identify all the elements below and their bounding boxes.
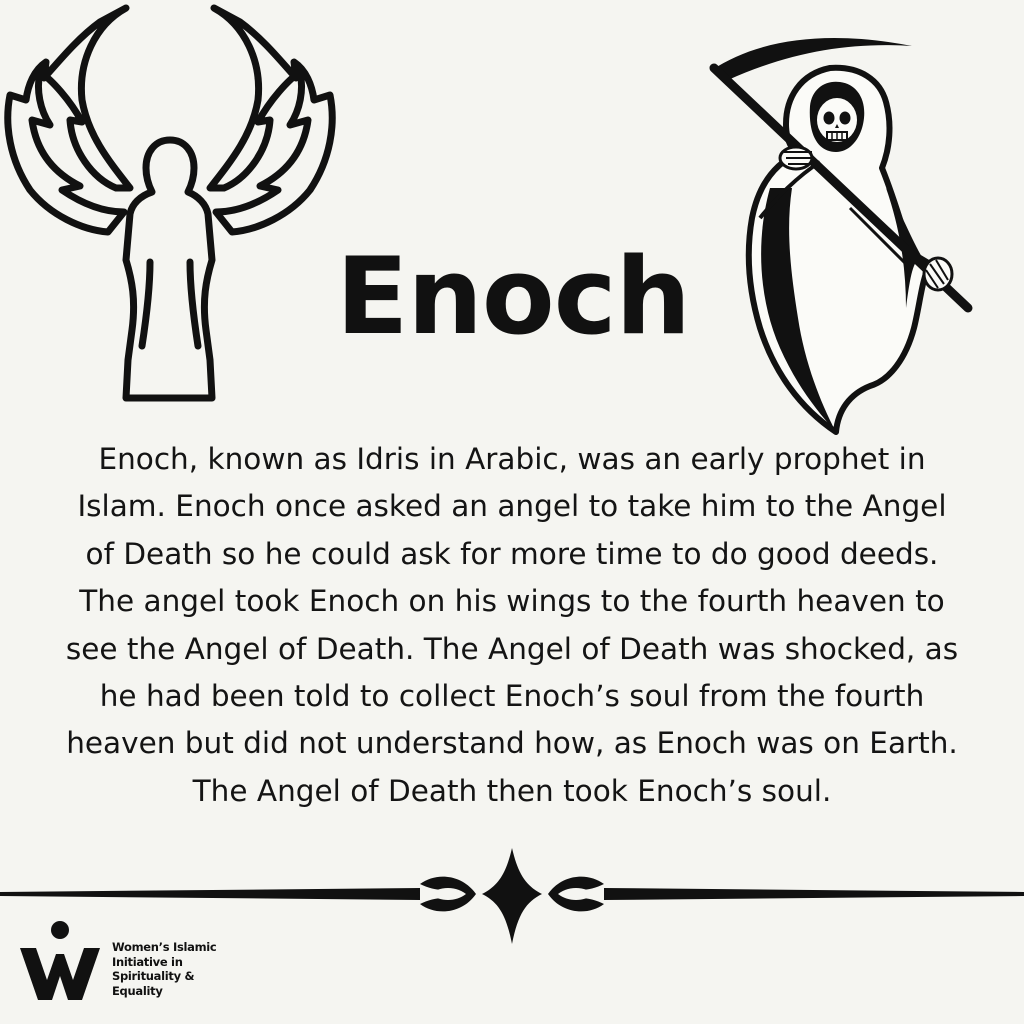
organization-name: Women’s Islamic Initiative in Spirituality & Equality (112, 940, 217, 998)
page-title: Enoch (336, 235, 690, 358)
winged-angel-icon (0, 0, 340, 410)
story-text: Enoch, known as Idris in Arabic, was an early prophet in Islam. Enoch once asked an angel to take him to the Angel of Death so he could ask for more time to do good deeds. The angel took Enoch on his wings to the fourth heaven to see the Angel of Death. The Angel of Death was shocked, as he had been told to collect Enoch’s soul from the fourth heaven but did not understand how, as Enoch was on Earth. The Angel of Death then took Enoch’s soul. (65, 442, 959, 808)
ornamental-divider (0, 844, 1024, 948)
grim-reaper-illustration (700, 28, 990, 438)
wise-logo (16, 918, 106, 1002)
